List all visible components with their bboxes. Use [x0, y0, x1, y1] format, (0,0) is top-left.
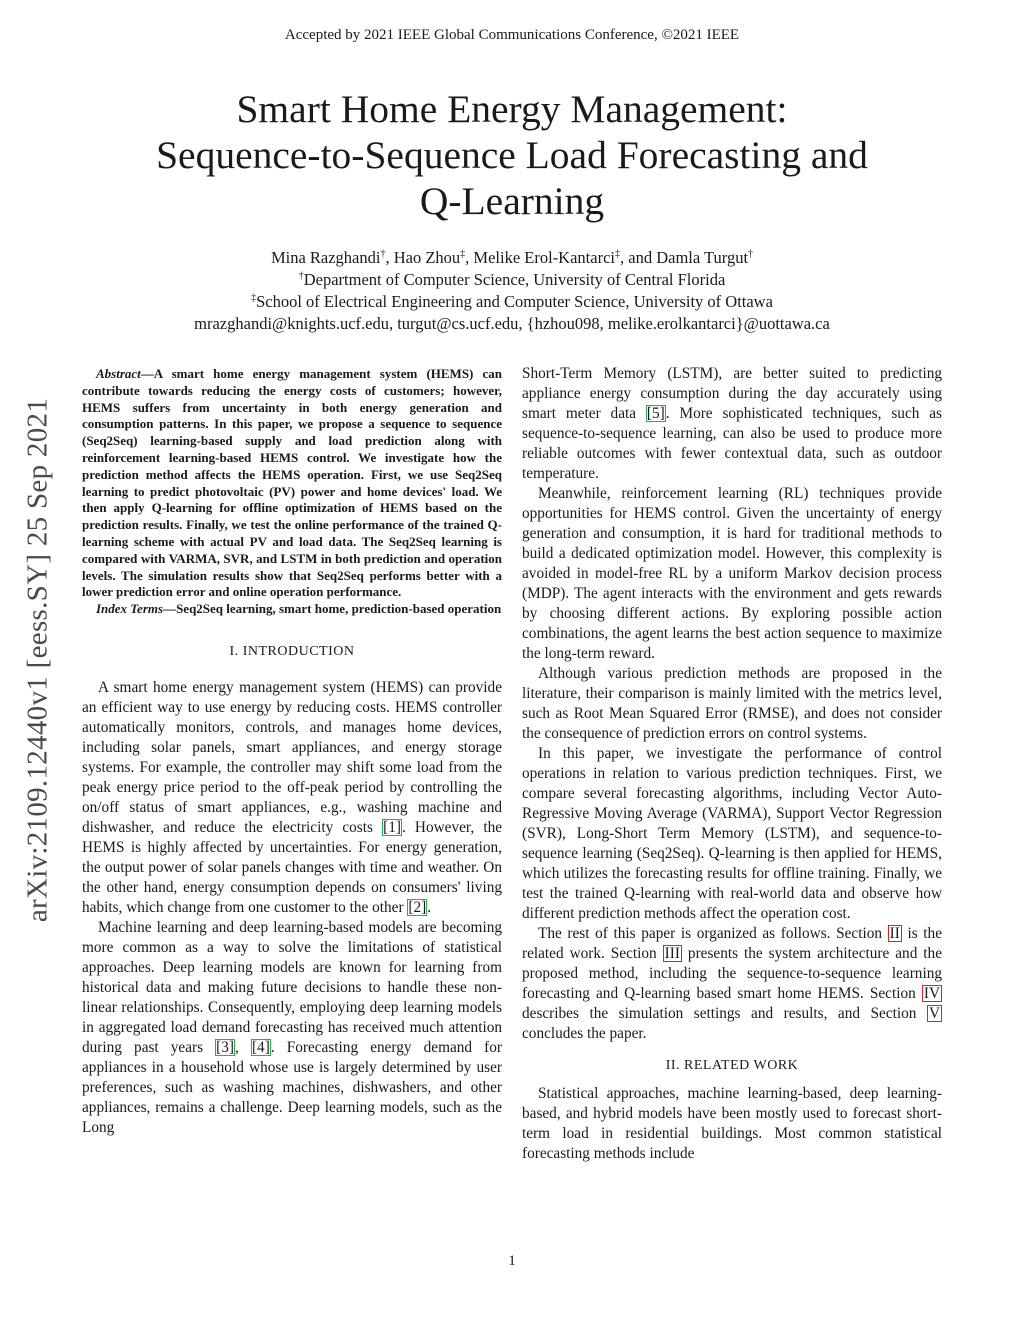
- author-names: Mina Razghandi†, Hao Zhou‡, Melike Erol-Kantarci‡, and Damla Turgut†: [270, 248, 754, 267]
- intro-paragraph-7: The rest of this paper is organized as follows. Section II is the related work. Section III presents the system architecture and the proposed method, including the sequence-to-sequence learning forecasting and Q-learning based smart home HEMS. Section IV describes the simulation settings and results, and Section V concludes the paper.: [522, 925, 942, 1042]
- left-column: [82, 366, 502, 1138]
- section-heading-related-work: II. RELATED WORK: [665, 1058, 799, 1073]
- abstract-label: Abstract: [96, 366, 141, 381]
- right-column: [522, 364, 942, 1164]
- index-terms-label: Index Terms: [96, 601, 164, 617]
- abstract-text: —A smart home energy management system (HEMS) can contribute towards reducing the energy costs of customers; however, HEMS suffers from uncertainty in both energy generation and consumption patterns. In this paper, we propose a sequence to sequence (Seq2Seq) learning-based supply and load prediction along with reinforcement learning-based HEMS control. We investigate how the prediction method affects the HEMS operation. First, we use Seq2Seq learning to predict photovoltaic (PV) power and home devices' load. We then apply Q-learning for offline optimization of HEMS based on the prediction results. Finally, we test the online performance of the trained Q-learning scheme with actual PV and load data. The Seq2Seq learning is compared with VARMA, SVR, and LSTM in both prediction and operation levels. The simulation results show that Seq2Seq performs better with a lower prediction error and online operation performance.: [82, 366, 502, 600]
- arxiv-stamp: [8, 360, 68, 960]
- affiliation-ottawa: ‡School of Electrical Engineering and Computer Science, University of Ottawa: [251, 292, 773, 311]
- title-line-2: Sequence-to-Sequence Load Forecasting and: [156, 133, 868, 177]
- arxiv-id-text: arXiv:2109.12440v1 [eess.SY] 25 Sep 2021: [21, 397, 54, 923]
- related-work-paragraph-1: Statistical approaches, machine learning-based, deep learning-based, and hybrid models have been mostly used to forecast short-term load in residential buildings. Most common statistical forecasting methods include: [522, 1085, 942, 1162]
- citation-link-4[interactable]: [4]: [251, 1038, 270, 1056]
- intro-paragraph-2: Machine learning and deep learning-based models are becoming more common as a way to solve the limitations of statistical approaches. Deep learning models are known for learning from historical data and making future decisions to handle these non-linear relationships. Consequently, employing deep learning models in aggregated load demand forecasting has received much attention during past years [3], [4]. Forecasting energy demand for appliances in a household whose use is largely determined by user preferences, such as washing machines, dishwashers, and other appliances, remains a challenge. Deep learning models, such as the Long: [82, 918, 503, 1136]
- intro-paragraph-3: Short-Term Memory (LSTM), are better suited to predicting appliance energy consumption during the day accurately using smart meter data [5]. More sophisticated techniques, such as sequence-to-sequence learning, can also be used to produce more reliable outcomes with fewer contextual data, such as outdoor temperature.: [522, 365, 942, 482]
- section-link-III[interactable]: III: [664, 945, 680, 962]
- citation-link-2[interactable]: [2]: [408, 898, 427, 916]
- intro-paragraph-5: Although various prediction methods are proposed in the literature, their comparison is mainly limited with the metrics level, such as Root Mean Squared Error (RMSE), and does not consider the consequence of prediction errors on control systems.: [522, 665, 942, 742]
- paper-title: [100, 86, 924, 224]
- section-heading-introduction: I. INTRODUCTION: [229, 643, 355, 659]
- intro-paragraph-1: A smart home energy management system (HEMS) can provide an efficient way to use energy by reducing costs. HEMS controller automatically monitors, controls, and manages home devices, including solar panels, smart appliances, and energy storage systems. For example, the controller may shift some load from the peak energy price period to the off-peak period by controlling the on/off status of smart appliances, e.g., washing machine and dishwasher, and reduce the electricity costs [1]. However, the HEMS is highly affected by uncertainties. For energy generation, the output power of solar panels changes with time and weather. On the other hand, energy consumption depends on consumers' living habits, which change from one customer to the other [2].: [82, 678, 503, 916]
- section-link-IV[interactable]: IV: [923, 985, 940, 1002]
- citation-link-5[interactable]: [5]: [646, 405, 665, 422]
- affiliation-ucf: †Department of Computer Science, University of Central Florida: [298, 270, 726, 289]
- index-terms-text: —Seq2Seq learning, smart home, prediction-based operation: [163, 601, 502, 617]
- section-link-II[interactable]: II: [889, 925, 900, 942]
- author-block: [60, 247, 964, 335]
- intro-paragraph-6: In this paper, we investigate the performance of control operations in relation to various prediction techniques. First, we compare several forecasting algorithms, including Vector Auto-Regressive Moving Average (VARMA), Support Vector Regression (SVR), Long-Short Term Memory (LSTM), and sequence-to-sequence learning (Seq2Seq). Q-learning is then applied for HEMS, which utilizes the forecasting results for offline training. Finally, we test the trained Q-learning with real-world data and observe how different prediction methods affect the operation cost.: [522, 745, 942, 922]
- abstract: [82, 366, 502, 618]
- intro-paragraph-4: Meanwhile, reinforcement learning (RL) techniques provide opportunities for HEMS control. Given the uncertainty of energy generation and consumption, it is hard for traditional methods to build a dedicated optimization model. However, this complexity is avoided in model-free RL by a uniform Markov decision process (MDP). The agent interacts with the environment and gets rewards by choosing different actions. By exploring possible action combinations, the agent learns the best action sequence to maximize the long-term reward.: [522, 485, 942, 662]
- title-line-1: Smart Home Energy Management:: [236, 87, 788, 131]
- title-line-3: Q-Learning: [419, 179, 605, 223]
- conference-note: Accepted by 2021 IEEE Global Communications Conference, ©2021 IEEE: [284, 27, 740, 43]
- citation-link-1[interactable]: [1]: [383, 818, 401, 836]
- author-emails: mrazghandi@knights.ucf.edu, turgut@cs.ucf.edu, {hzhou098, melike.erolkantarci}@uottawa.ca: [194, 314, 830, 333]
- citation-link-3[interactable]: [3]: [216, 1038, 235, 1056]
- section-link-V[interactable]: V: [928, 1005, 940, 1022]
- page-number: 1: [508, 1253, 516, 1269]
